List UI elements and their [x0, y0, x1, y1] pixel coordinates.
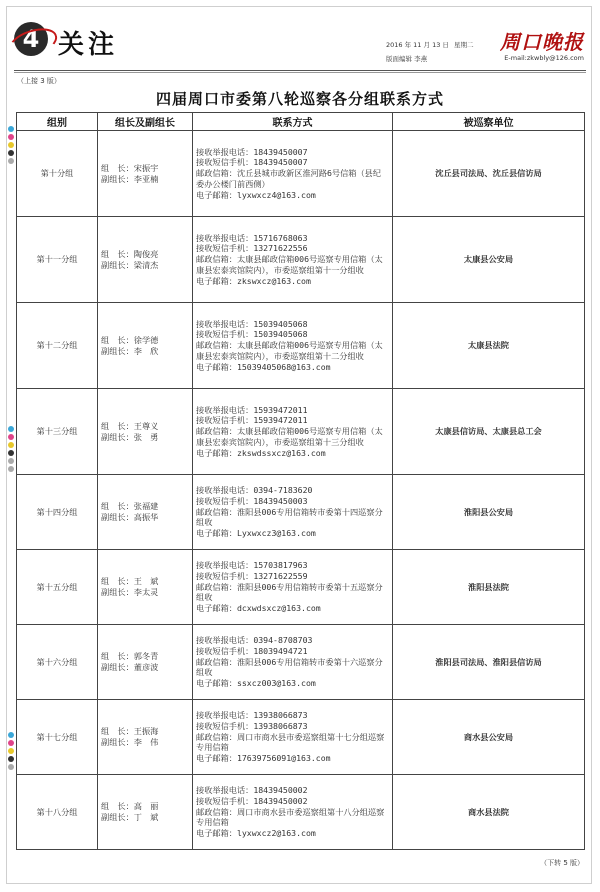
- table-row: [17, 217, 585, 303]
- contact-cell: 接收举报电话：18439450002 接收短信手机：18439450002 邮政信箱：周口市商水县市委巡察组第十八分组巡察专用信箱 电子邮箱：lyxwxcz2@163.com: [193, 775, 393, 850]
- leader-cell: [98, 217, 193, 303]
- leader-name: 组 长：陶俊亮: [101, 248, 159, 259]
- group-cell: 第十分组: [17, 131, 98, 217]
- deputy-name: 副组长：李亚楠: [101, 173, 159, 184]
- contact-table: [16, 112, 585, 850]
- table-row: [17, 303, 585, 389]
- table-row: [17, 550, 585, 625]
- leader-cell: [98, 389, 193, 475]
- deputy-name: 副组长：李 伟: [101, 737, 159, 747]
- section-title: 关注: [58, 30, 119, 60]
- group-cell: 第十五分组: [17, 550, 98, 625]
- contact-email: E-mail:zkwbly@126.com: [504, 54, 584, 62]
- group-cell: 第十七分组: [17, 700, 98, 775]
- deputy-name: 副组长：李太灵: [101, 587, 159, 597]
- column-header: 被巡察单位: [393, 113, 585, 131]
- deputy-name: 副组长：丁 斌: [101, 812, 159, 822]
- header-divider: [14, 70, 586, 71]
- leader-name: 组 长：徐学德: [101, 334, 159, 345]
- leader-name: 组 长：宋振宇: [101, 162, 159, 173]
- table-row: [17, 475, 585, 550]
- contact-cell: 接收举报电话：15939472011 接收短信手机：15939472011 邮政信箱：太康县邮政信箱006号巡察专用信箱（太康县宏泰宾馆院内），市委巡察组第十三分组收 电子邮箱：zkswdssxcz@163.com: [193, 389, 393, 475]
- leader-name: 组 长：王 斌: [101, 576, 159, 587]
- unit-cell: 商水县公安局: [393, 700, 585, 775]
- table-row: [17, 700, 585, 775]
- deputy-name: 副组长：高振华: [101, 512, 159, 522]
- unit-cell: 沈丘县司法局、沈丘县信访局: [393, 131, 585, 217]
- date-text: 2016 年 11 月 13 日: [386, 41, 449, 49]
- leader-cell: [98, 475, 193, 550]
- leader-cell: [98, 131, 193, 217]
- unit-cell: 淮阳县司法局、淮阳县信访局: [393, 625, 585, 700]
- leader-name: 组 长：高 丽: [101, 801, 159, 812]
- column-header: 联系方式: [193, 113, 393, 131]
- group-cell: 第十三分组: [17, 389, 98, 475]
- group-cell: 第十八分组: [17, 775, 98, 850]
- group-cell: 第十六分组: [17, 625, 98, 700]
- deputy-name: 副组长：董彦波: [101, 662, 159, 672]
- leader-cell: [98, 625, 193, 700]
- print-registration-marks-top: [8, 126, 15, 166]
- column-header: 组别: [17, 113, 98, 131]
- contact-cell: 接收举报电话：13938066873 接收短信手机：13938066873 邮政信箱：周口市商水县市委巡察组第十七分组巡察专用信箱 电子邮箱：17639756091@163.com: [193, 700, 393, 775]
- header-info: [386, 26, 586, 66]
- unit-cell: 淮阳县法院: [393, 550, 585, 625]
- deputy-name: 副组长：张 勇: [101, 431, 159, 442]
- table-row: [17, 131, 585, 217]
- leader-cell: [98, 775, 193, 850]
- table-row: [17, 389, 585, 475]
- unit-cell: 太康县公安局: [393, 217, 585, 303]
- continued-to-note: （下转 5 版）: [540, 859, 584, 867]
- unit-cell: 商水县法院: [393, 775, 585, 850]
- print-registration-marks-middle: [8, 426, 15, 474]
- unit-cell: 淮阳县公安局: [393, 475, 585, 550]
- contact-cell: 接收举报电话：15039405068 接收短信手机：15039405068 邮政信箱：太康县邮政信箱006号巡察专用信箱（太康县宏泰宾馆院内），市委巡察组第十二分组收 电子邮箱：15039405068@163.com: [193, 303, 393, 389]
- leader-name: 组 长：郭冬青: [101, 651, 159, 662]
- group-cell: 第十四分组: [17, 475, 98, 550]
- leader-cell: [98, 550, 193, 625]
- table-row: [17, 775, 585, 850]
- unit-cell: 太康县法院: [393, 303, 585, 389]
- print-registration-marks-bottom: [8, 732, 15, 772]
- contact-cell: 接收举报电话：0394-8708703 接收短信手机：18039494721 邮政信箱：淮阳县006专用信箱转市委第十六巡察分组收 电子邮箱：ssxcz003@163.com: [193, 625, 393, 700]
- deputy-name: 副组长：李 欣: [101, 345, 159, 356]
- page-number-badge: 4: [14, 22, 48, 56]
- deputy-name: 副组长：梁清杰: [101, 259, 159, 270]
- header-divider-thin: [14, 72, 586, 73]
- editor-credit: 版面编辑 李燕: [386, 55, 428, 63]
- newspaper-logo: 周口晚报: [500, 30, 584, 54]
- unit-cell: 太康县信访局、太康县总工会: [393, 389, 585, 475]
- table-row: [17, 625, 585, 700]
- group-cell: 第十二分组: [17, 303, 98, 389]
- issue-date: [386, 40, 477, 49]
- leader-cell: [98, 303, 193, 389]
- table-header-row: [17, 113, 585, 131]
- weekday-text: 星期二: [454, 41, 474, 49]
- contact-cell: 接收举报电话：0394-7183620 接收短信手机：18439450003 邮政信箱：淮阳县006专用信箱转市委第十四巡察分组收 电子邮箱：Lyxwxcz3@163.com: [193, 475, 393, 550]
- article-title: 四届周口市委第八轮巡察各分组联系方式: [155, 90, 444, 108]
- contact-cell: 接收举报电话：18439450007 接收短信手机：18439450007 邮政信箱：沈丘县城市政新区淮河路6号信箱（县纪委办公楼门前西侧） 电子邮箱：lyxwxcz4@163.com: [193, 131, 393, 217]
- continued-from-note: （上接 3 版）: [17, 77, 61, 85]
- leader-name: 组 长：王振海: [101, 726, 159, 737]
- group-cell: 第十一分组: [17, 217, 98, 303]
- column-header: 组长及副组长: [98, 113, 193, 131]
- leader-cell: [98, 700, 193, 775]
- contact-cell: 接收举报电话：15703817963 接收短信手机：13271622559 邮政信箱：淮阳县006专用信箱转市委第十五巡察分组收 电子邮箱：dcxwdsxcz@163.com: [193, 550, 393, 625]
- leader-name: 组 长：张福建: [101, 501, 159, 512]
- leader-name: 组 长：王尊义: [101, 420, 159, 431]
- page-header: [14, 22, 586, 68]
- contact-cell: 接收举报电话：15716768063 接收短信手机：13271622556 邮政信箱：太康县邮政信箱006号巡察专用信箱（太康县宏泰宾馆院内），市委巡察组第十一分组收 电子邮箱：zkswxcz@163.com: [193, 217, 393, 303]
